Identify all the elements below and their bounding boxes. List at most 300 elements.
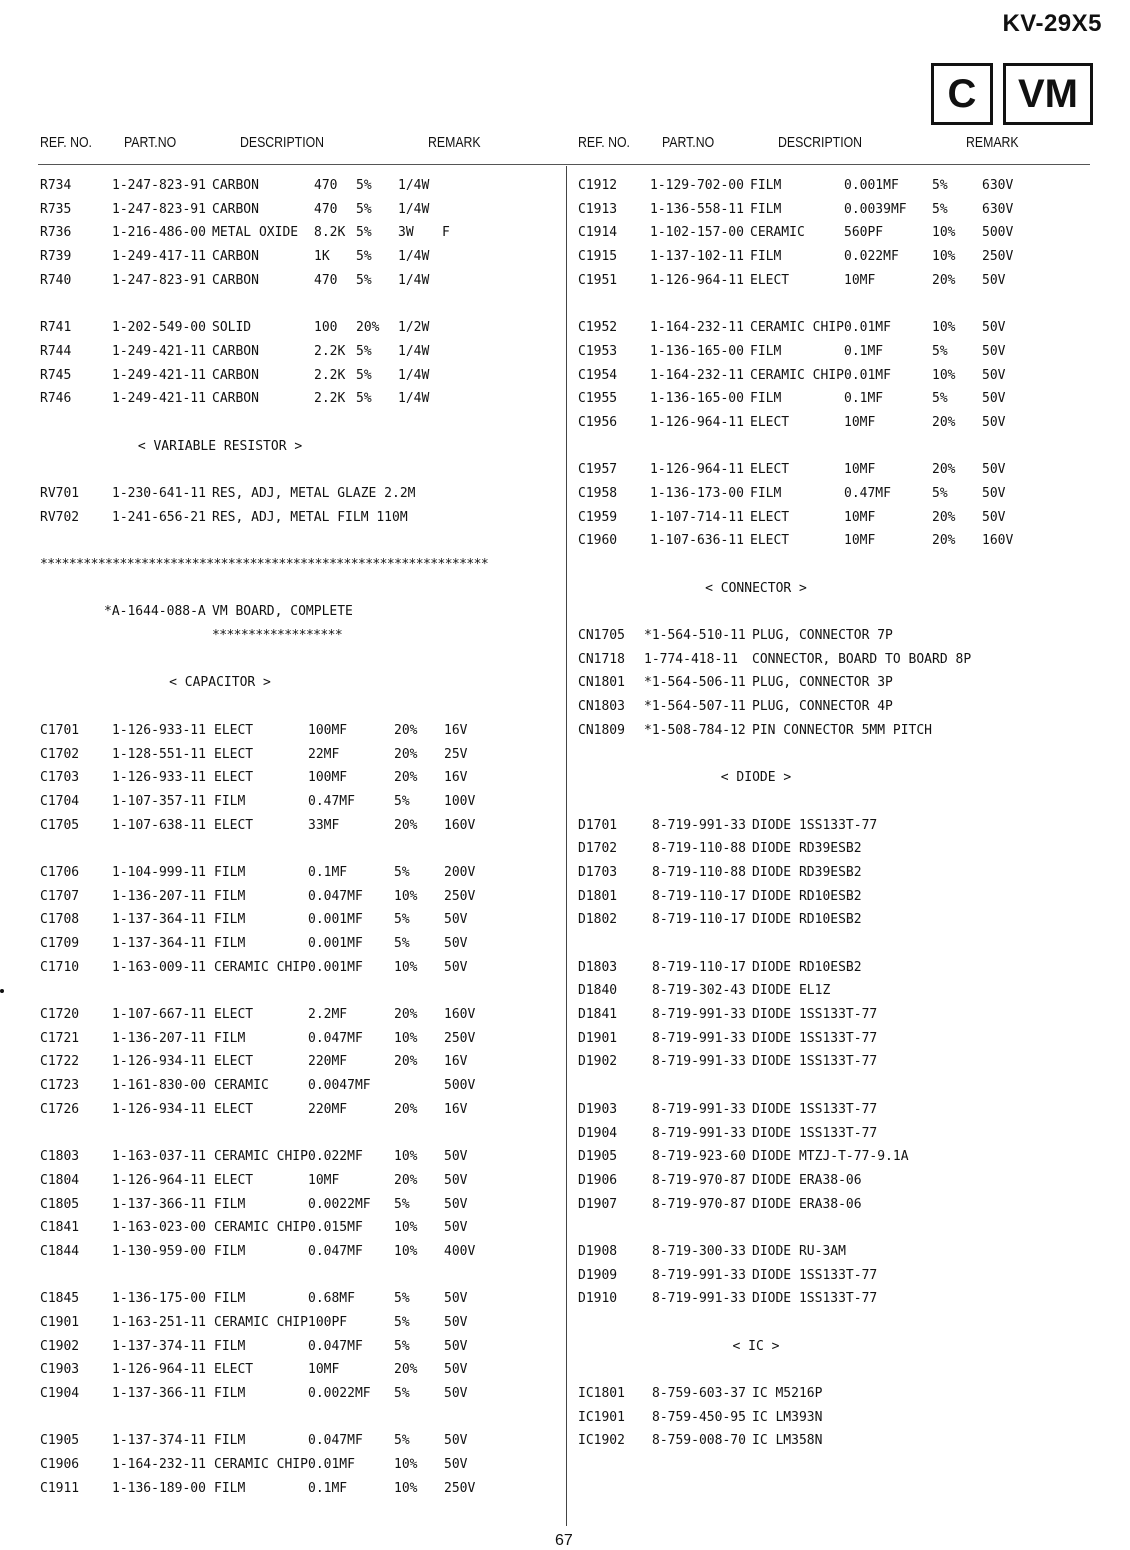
value: 10MF [308,1362,340,1378]
rating: 1/4W [398,367,430,383]
section-heading: < VARIABLE RESISTOR > [137,438,303,454]
tolerance: 5% [356,249,372,265]
part-no: 8-719-110-17 [652,912,746,928]
tolerance: 5% [394,1315,410,1330]
value: 8.2K [314,225,346,241]
rating: 16V [444,722,468,738]
part-row [578,1102,1098,1126]
model-number: KV-29X5 [1002,10,1102,37]
description: CARBON [212,367,259,383]
description: RES, ADJ, METAL FILM 110M [212,509,408,525]
value: 0.001MF [844,178,899,193]
description: DIODE RD10ESB2 [752,959,862,975]
part-row [40,747,560,771]
value: 2.2K [314,343,346,359]
part-no: 1-107-357-11 [112,793,206,809]
ref-no: C1705 [40,817,80,833]
part-no: 8-719-300-33 [652,1243,746,1259]
ref-no: D1702 [578,841,618,857]
tolerance: 20% [394,1101,418,1117]
ref-no: C1904 [40,1386,80,1402]
part-no: 8-759-450-95 [652,1409,746,1425]
value: 220MF [308,1054,348,1070]
description: DIODE 1SS133T-77 [752,1125,878,1141]
spacer [578,1078,1098,1102]
ref-no: R736 [40,225,72,241]
ref-no: CN1718 [578,651,625,667]
rating: 160V [444,817,476,833]
value: 2.2K [314,391,346,407]
tolerance: 20% [394,1362,418,1378]
part-row [578,1197,1098,1221]
part-row [578,368,1098,392]
page-number: 67 [555,1532,573,1549]
part-no: 1-163-037-11 [112,1149,206,1165]
description: METAL OXIDE [212,225,299,241]
part-no: 1-137-102-11 [650,249,744,265]
part-row [40,273,560,297]
ref-no: IC1901 [578,1409,625,1425]
part-no: 1-136-173-00 [650,485,744,501]
description: CONNECTOR, BOARD TO BOARD 8P [752,651,972,667]
value: 0.1MF [308,1480,348,1496]
description: FILM [214,912,246,928]
tolerance: 20% [394,817,418,833]
part-no: 8-719-110-17 [652,959,746,975]
section-heading: < CAPACITOR > [169,675,271,691]
value: 0.68MF [308,1291,355,1307]
part-no: 1-136-558-11 [650,201,744,217]
part-row [40,1220,560,1244]
value: 100PF [308,1315,348,1330]
value: 10MF [844,533,876,549]
tolerance: 10% [394,1457,418,1473]
description: CARBON [212,343,259,359]
value: 0.047MF [308,888,363,904]
part-no: 1-164-232-11 [650,320,744,336]
part-row [40,1433,560,1457]
description: FILM [214,1291,246,1307]
ref-no: C1905 [40,1433,80,1449]
ref-no: D1841 [578,1007,618,1023]
ref-no: D1901 [578,1030,618,1046]
description: ELECT [214,1007,254,1023]
part-no: 1-161-830-00 [112,1078,206,1094]
part-no: 8-719-302-43 [652,983,746,999]
rating: 250V [444,888,476,904]
remark: F [442,225,450,241]
part-no: 1-247-823-91 [112,272,206,288]
part-row [578,1410,1098,1434]
part-row [40,391,560,415]
description: ELECT [214,1101,254,1117]
part-no: 1-164-232-11 [112,1457,206,1473]
part-row [578,486,1098,510]
tolerance: 20% [356,320,380,336]
section-heading: < IC > [732,1338,780,1354]
value: 100MF [308,722,348,738]
tolerance: 5% [394,912,410,928]
description: FILM [214,936,246,951]
part-row [578,675,1098,699]
value: 560PF [844,225,884,241]
ref-no: C1958 [578,485,618,501]
part-row [578,699,1098,723]
ref-no: C1845 [40,1291,80,1307]
ref-no: RV701 [40,485,80,501]
rating: 630V [982,201,1014,217]
rating: 160V [982,533,1014,549]
ref-no: R739 [40,249,72,265]
tolerance: 5% [356,391,372,407]
description: FILM [214,888,246,904]
description: DIODE RD39ESB2 [752,841,862,857]
description: CERAMIC CHIP [214,959,308,975]
section-badge-c: C [931,63,993,125]
value: 0.015MF [308,1220,363,1236]
ref-no: D1840 [578,983,618,999]
ref-no: R741 [40,320,72,336]
spacer [578,439,1098,463]
spacer [578,747,1098,771]
value: 0.01MF [844,320,891,336]
rating: 50V [982,509,1006,525]
ref-no: C1703 [40,770,80,786]
part-no: 1-126-964-11 [112,1172,206,1188]
description: ELECT [214,817,254,833]
ref-no: C1804 [40,1172,80,1188]
ref-no: IC1801 [578,1386,625,1402]
part-no: 8-719-991-33 [652,1007,746,1023]
part-row [40,1078,560,1102]
part-no: 8-719-991-33 [652,817,746,833]
spacer [40,581,560,605]
rating: 50V [982,391,1006,407]
part-no: *1-508-784-12 [644,722,746,738]
part-row [578,533,1098,557]
description: PLUG, CONNECTOR 3P [752,675,893,691]
part-no: 1-126-964-11 [650,462,744,478]
description: FILM [214,1433,246,1449]
value: 2.2MF [308,1007,348,1023]
ref-no: D1908 [578,1243,618,1259]
tolerance: 20% [932,533,956,549]
value: 10MF [308,1172,340,1188]
spacer [578,1220,1098,1244]
part-row [40,1197,560,1221]
description: FILM [750,249,782,265]
part-no: 1-107-714-11 [650,509,744,525]
ref-no: C1704 [40,793,80,809]
ref-no: C1803 [40,1149,80,1165]
part-row [578,202,1098,226]
part-row [40,1291,560,1315]
part-no: 1-137-374-11 [112,1338,206,1354]
value: 0.01MF [308,1457,355,1473]
part-no: 1-216-486-00 [112,225,206,241]
value: 470 [314,201,338,217]
tolerance: 5% [932,201,948,217]
part-row [578,320,1098,344]
rating: 50V [444,1433,468,1449]
part-row [578,912,1098,936]
description: FILM [214,1030,246,1046]
part-no: 1-128-551-11 [112,746,206,762]
description: ELECT [214,746,254,762]
part-row [578,225,1098,249]
part-no: 1-126-964-11 [650,272,744,288]
ref-no: C1722 [40,1054,80,1070]
description: DIODE 1SS133T-77 [752,1007,878,1023]
value: 0.47MF [844,485,891,501]
rating: 3W [398,225,414,241]
header-remark-left: REMARK [428,134,481,151]
spacer [40,1410,560,1434]
ref-no: R734 [40,178,72,193]
description: FILM [750,485,782,501]
description: DIODE RD10ESB2 [752,888,862,904]
part-row [40,770,560,794]
spacer [40,415,560,439]
ref-no: R745 [40,367,72,383]
section-badge-vm: VM [1003,63,1093,125]
spacer [40,533,560,557]
rating: 50V [444,1149,468,1165]
part-no: 1-129-702-00 [650,178,744,193]
part-row [40,1054,560,1078]
value: 22MF [308,746,340,762]
description: FILM [214,1243,246,1259]
value: 0.001MF [308,936,363,951]
part-row [40,368,560,392]
tolerance: 5% [932,343,948,359]
ref-no: C1955 [578,391,618,407]
part-no: 8-719-991-33 [652,1125,746,1141]
description: CERAMIC CHIP [214,1149,308,1165]
part-no: 1-247-823-91 [112,201,206,217]
tolerance: 5% [356,201,372,217]
rating: 250V [444,1030,476,1046]
rating: 100V [444,793,476,809]
description: ELECT [750,533,790,549]
tolerance: 5% [394,1291,410,1307]
ref-no: D1803 [578,959,618,975]
value: 1K [314,249,330,265]
description: FILM [750,391,782,407]
rating: 50V [982,272,1006,288]
value: 0.0047MF [308,1078,371,1094]
part-row [578,344,1098,368]
value: 0.0022MF [308,1196,371,1212]
part-no: 1-126-964-11 [650,414,744,430]
rating: 50V [444,1220,468,1236]
part-row [578,983,1098,1007]
description: ELECT [214,1172,254,1188]
tolerance: 5% [394,1386,410,1402]
value: 0.047MF [308,1338,363,1354]
ref-no: R744 [40,343,72,359]
rating: 50V [982,343,1006,359]
part-row [40,344,560,368]
part-no: 1-249-417-11 [112,249,206,265]
value: 2.2K [314,367,346,383]
part-no: 8-719-110-88 [652,841,746,857]
value: 0.1MF [308,864,348,880]
description: DIODE 1SS133T-77 [752,1267,878,1283]
tolerance: 20% [394,1172,418,1188]
tolerance: 10% [932,249,956,265]
rating: 50V [444,1457,468,1473]
header-part-right: PART.NO [662,134,715,151]
part-row [40,1031,560,1055]
description: DIODE RD39ESB2 [752,864,862,880]
tolerance: 20% [394,770,418,786]
rating: 1/4W [398,178,430,193]
tolerance: 10% [394,1480,418,1496]
part-row [40,1173,560,1197]
part-row [578,818,1098,842]
ref-no: C1901 [40,1315,80,1330]
part-row [40,936,560,960]
ref-no: D1906 [578,1172,618,1188]
ref-no: C1954 [578,367,618,383]
part-no: 1-249-421-11 [112,343,206,359]
part-no: 1-137-366-11 [112,1386,206,1402]
header-rule [38,164,1090,165]
ref-no: C1960 [578,533,618,549]
part-row [578,249,1098,273]
value: 0.001MF [308,912,363,928]
part-row [40,1457,560,1481]
part-no: 1-230-641-11 [112,485,206,501]
part-no: 8-719-991-33 [652,1030,746,1046]
ref-no: C1912 [578,178,618,193]
tolerance: 10% [932,367,956,383]
ref-no: C1805 [40,1196,80,1212]
ref-no: CN1803 [578,699,625,715]
part-row [578,1031,1098,1055]
description: DIODE MTZJ-T-77-9.1A [752,1149,909,1165]
ref-no: C1956 [578,414,618,430]
header-desc-left: DESCRIPTION [240,134,325,151]
rating: 250V [982,249,1014,265]
tolerance: 5% [356,178,372,193]
tolerance: 5% [356,367,372,383]
rating: 1/4W [398,391,430,407]
part-row [40,865,560,889]
value: 0.01MF [844,367,891,383]
part-row [578,1149,1098,1173]
rating: 25V [444,746,468,762]
description: FILM [214,1338,246,1354]
description: ELECT [214,1362,254,1378]
part-no: 1-163-023-00 [112,1220,206,1236]
ref-no: C1844 [40,1243,80,1259]
description: IC M5216P [752,1386,823,1402]
part-row [578,841,1098,865]
description: CERAMIC [750,225,805,241]
part-no: 1-136-189-00 [112,1480,206,1496]
rating: 500V [444,1078,476,1094]
part-row [578,1126,1098,1150]
ref-no: C1957 [578,462,618,478]
ref-no: RV702 [40,509,80,525]
part-row [40,486,560,510]
part-row [578,415,1098,439]
ref-no: R735 [40,201,72,217]
ref-no: R740 [40,272,72,288]
description: DIODE 1SS133T-77 [752,1101,878,1117]
part-row [578,391,1098,415]
description: ELECT [214,722,254,738]
header-ref-right: REF. NO. [578,134,630,151]
description: ELECT [214,1054,254,1070]
part-row [578,1007,1098,1031]
part-no: 1-774-418-11 [644,651,738,667]
ref-no: D1904 [578,1125,618,1141]
value: 33MF [308,817,340,833]
separator-stars: ************************************************************** [40,557,489,572]
tolerance: 20% [394,722,418,738]
part-row [578,462,1098,486]
ref-no: C1701 [40,722,80,738]
rating: 50V [444,936,468,951]
rating: 1/4W [398,272,430,288]
part-no: 1-126-964-11 [112,1362,206,1378]
tolerance: 20% [394,746,418,762]
rating: 50V [444,1172,468,1188]
part-row [40,320,560,344]
parts-list-right [578,178,1098,1457]
part-no: 1-126-933-11 [112,722,206,738]
board-underline-stars [40,628,560,652]
spacer [578,557,1098,581]
part-no: *1-564-507-11 [644,699,746,715]
description: CERAMIC CHIP [214,1220,308,1236]
part-no: 1-247-823-91 [112,178,206,193]
rating: 1/4W [398,343,430,359]
description: IC LM358N [752,1433,823,1449]
part-no: 1-249-421-11 [112,367,206,383]
tolerance: 10% [394,1220,418,1236]
description: FILM [750,178,782,193]
part-row [40,960,560,984]
header-ref-left: REF. NO. [40,134,92,151]
tolerance: 5% [932,485,948,501]
rating: 160V [444,1007,476,1023]
spacer [578,296,1098,320]
part-no: 1-136-165-00 [650,391,744,407]
ref-no: C1709 [40,936,80,951]
part-row [578,1244,1098,1268]
description: PLUG, CONNECTOR 7P [752,628,893,644]
board-part-number: *A-1644-088-A [104,604,206,620]
scan-mark [0,989,4,993]
ref-no: C1723 [40,1078,80,1094]
value: 0.022MF [308,1149,363,1165]
ref-no: D1902 [578,1054,618,1070]
part-no: 8-719-970-87 [652,1172,746,1188]
value: 0.0039MF [844,201,907,217]
description: FILM [214,1480,246,1496]
ref-no: D1701 [578,817,618,833]
part-row [578,1291,1098,1315]
ref-no: CN1809 [578,722,625,738]
column-divider [566,166,567,1526]
spacer [40,296,560,320]
part-no: 1-249-421-11 [112,391,206,407]
tolerance: 20% [394,1054,418,1070]
